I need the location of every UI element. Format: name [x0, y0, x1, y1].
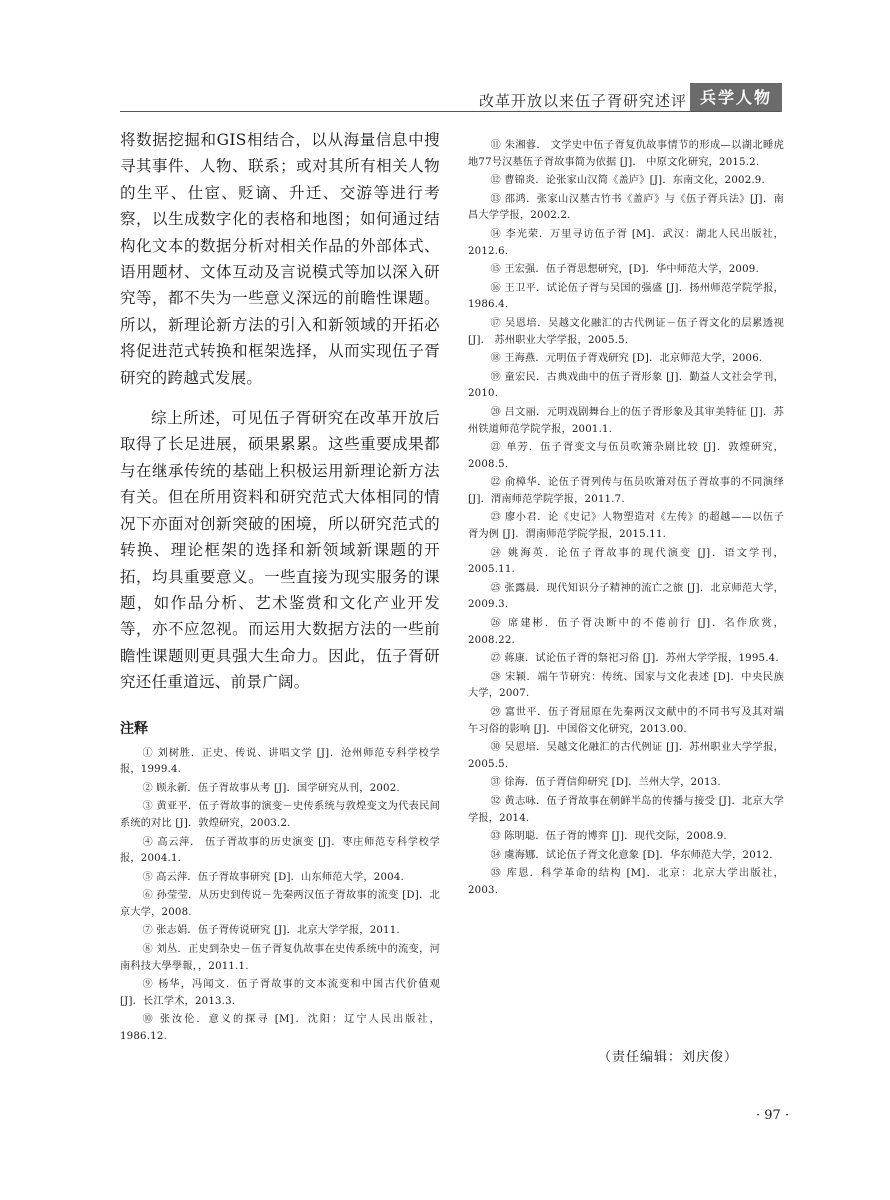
note-item: ⑳ 吕文丽．元明戏剧舞台上的伍子胥形象及其审美特征 [J]．苏州铁道师范学院学报，2001.1.	[468, 406, 784, 435]
page-number: · 97 ·	[756, 1108, 790, 1123]
body-paragraph-1: 将数据挖掘和GIS相结合，以从海量信息中搜寻其事件、人物、联系；或对其所有相关人物的生平、仕宦、贬谪、升迁、交游等进行考察，以生成数字化的表格和地图；如何通过结构化文本的数据分析对相关作品的外部体式、语用题材、文体互动及言说模式等加以深入研究等，都不失为一些意义深远的前瞻性课题。所以，新理论新方法的引入和新领域的开拓必将促进范式转换和框架选择，从而实现伍子胥研究的跨越式发展。	[120, 131, 440, 387]
note-item: ⑱ 王海燕．元明伍子胥戏研究 [D]．北京师范大学，2006.	[490, 353, 763, 365]
section-badge: 兵学人物	[690, 83, 782, 112]
note-item: ㉘ 宋颖．端午节研究：传统、国家与文化表述 [D]．中央民族大学，2007.	[468, 671, 784, 700]
note-item: ㉕ 张露晨．现代知识分子精神的流亡之旅 [J]．北京师范大学，2009.3.	[468, 582, 784, 611]
note-item: ㉚ 吴恩培．吴越文化融汇的古代例证 [J]．苏州职业大学学报，2005.5.	[468, 742, 784, 770]
note-item: ㉖ 席建彬．伍子胥决断中的不倦前行 [J]．名作欣赏，2008.22.	[468, 618, 784, 646]
body-paragraph-2: 综上所述，可见伍子胥研究在改革开放后取得了长足进展，硕果累累。这些重要成果都与在继承传统的基础上积极运用新理论新方法有关。但在所用资料和研究范式大体相同的情况下亦面对创新突破的困境，所以研究范式的转换、理论框架的选择和新领域新课题的开拓，均具重要意义。一些直接为现实服务的课题，如作品分析、艺术鉴赏和文化产业开发等，亦不应忽视。而运用大数据方法的一些前瞻性课题则更具强大生命力。因此，伍子胥研究还任重道远、前景广阔。	[120, 409, 440, 692]
note-item: ⑲ 童宏民．古典戏曲中的伍子胥形象 [J]．勤益人文社会学刊，2010.	[468, 371, 784, 400]
note-item: ④ 高云萍． 伍子胥故事的历史演变 [J]．枣庄师范专科学校学报，2004.1.	[120, 836, 440, 865]
note-item: ⑦ 张志娟．伍子胥传说研究 [J]．北京大学学报，2011.	[142, 925, 400, 937]
header-rule	[120, 111, 780, 112]
note-item: ⑤ 高云萍．伍子胥故事研究 [D]．山东师范大学，2004.	[142, 871, 404, 883]
note-item: ㉙ 富世平．伍子胥屈原在先秦两汉文献中的不同书写及其对端午习俗的影响 [J]．中国俗文化研究，2013.00.	[468, 707, 784, 735]
notes-list-left	[120, 746, 440, 1046]
note-item: ㉝ 陈明聪．伍子胥的博弈 [J]．现代交际，2008.9.	[490, 831, 727, 843]
note-item: ① 刘树胜．正史、传说、讲唱文学 [J]．沧州师范专科学校学报，1999.4.	[120, 747, 440, 776]
note-item: ⑨ 杨华，冯闻文．伍子胥故事的文本流变和中国古代价值观 [J]．长江学术，2013.3.	[120, 979, 440, 1007]
left-column	[120, 127, 440, 1048]
responsible-editor: （责任编辑：刘庆俊）	[598, 1050, 739, 1065]
running-header	[0, 0, 890, 110]
note-item: ㉔ 姚海英．论伍子胥故事的现代演变 [J]．语文学刊，2005.11.	[468, 547, 784, 576]
note-item: ⑫ 曹锦炎．论张家山汉简《盖庐》[J]．东南文化，2002.9.	[490, 175, 765, 187]
note-item: ⑯ 王卫平．试论伍子胥与吴国的强盛 [J]．扬州师范学院学报，1986.4.	[468, 282, 784, 311]
right-column	[468, 138, 784, 902]
note-item: ⑥ 孙莹莹．从历史到传说－先秦两汉伍子胥故事的流变 [D]．北京大学，2008.	[120, 890, 440, 918]
running-header-title: 改革开放以来伍子胥研究述评	[478, 92, 687, 110]
note-item: ⑩ 张汝伦．意义的探寻 [M]．沈阳：辽宁人民出版社，1986.12.	[120, 1014, 440, 1043]
note-item: ㉛ 徐海．伍子胥信仰研究 [D]．兰州大学，2013.	[490, 777, 721, 789]
note-item: ㉓ 廖小君．论《史记》人物塑造对《左传》的超越——以伍子胥为例 [J]．渭南师范学院学报，2015.11.	[468, 512, 784, 541]
note-item: ⑭ 李光荣．万里寻访伍子胥 [M]．武汉：湖北人民出版社，2012.6.	[468, 228, 784, 257]
note-item: ⑬ 邵鸿．张家山汉墓古竹书《盖庐》与《伍子胥兵法》[J]．南昌大学学报，2002.2.	[468, 193, 784, 222]
note-item: ㉗ 蒋康．试论伍子胥的祭祀习俗 [J]．苏州大学学报，1995.4.	[490, 653, 779, 665]
note-item: ③ 黄亚平．伍子胥故事的演变－史传系统与敦煌变文为代表民间系统的对比 [J]．敦煌研究，2003.2.	[120, 801, 440, 829]
note-item: ㉜ 黄志咏．伍子胥故事在朝鲜半岛的传播与接受 [J]．北京大学学报，2014.	[468, 795, 784, 824]
note-item: ⑧ 刘丛．正史到杂史－伍子胥复仇故事在史传系统中的流变，河南科技大學學報，，2011.1.	[120, 944, 440, 972]
note-item: ㉞ 虞海娜．试论伍子胥文化意象 [D]．华东师范大学，2012.	[490, 849, 773, 861]
note-item: ㉟ 库恩．科学革命的结构 [M]．北京：北京大学出版社，2003.	[468, 868, 784, 896]
note-item: ② 顾永新．伍子胥故事从考 [J]．国学研究从刊，2002.	[142, 782, 400, 794]
note-item: ⑮ 王宏强．伍子胥思想研究，[D]．华中师范大学，2009.	[490, 264, 759, 276]
note-item: ㉑ 单芳．伍子胥变文与伍员吹箫杂剧比较 [J]．敦煌研究，2008.5.	[468, 442, 784, 470]
note-item: ⑪ 朱湘蓉． 文学史中伍子胥复仇故事情节的形成—以湖北睡虎地77号汉墓伍子胥故事简为依据 [J]． 中原文化研究，2015.2.	[468, 140, 784, 168]
notes-list-right	[468, 138, 784, 900]
note-item: ⑰ 吴恩培．吴越文化融汇的古代例证－伍子胥文化的层累透视 [J]． 苏州职业大学学报，2005.5.	[468, 317, 784, 346]
notes-heading: 注释	[120, 720, 148, 737]
note-item: ㉒ 俞樟华．论伍子胥列传与伍员吹箫对伍子胥故事的不同演绎 [J]．渭南师范学院学报，2011.7.	[468, 477, 784, 505]
